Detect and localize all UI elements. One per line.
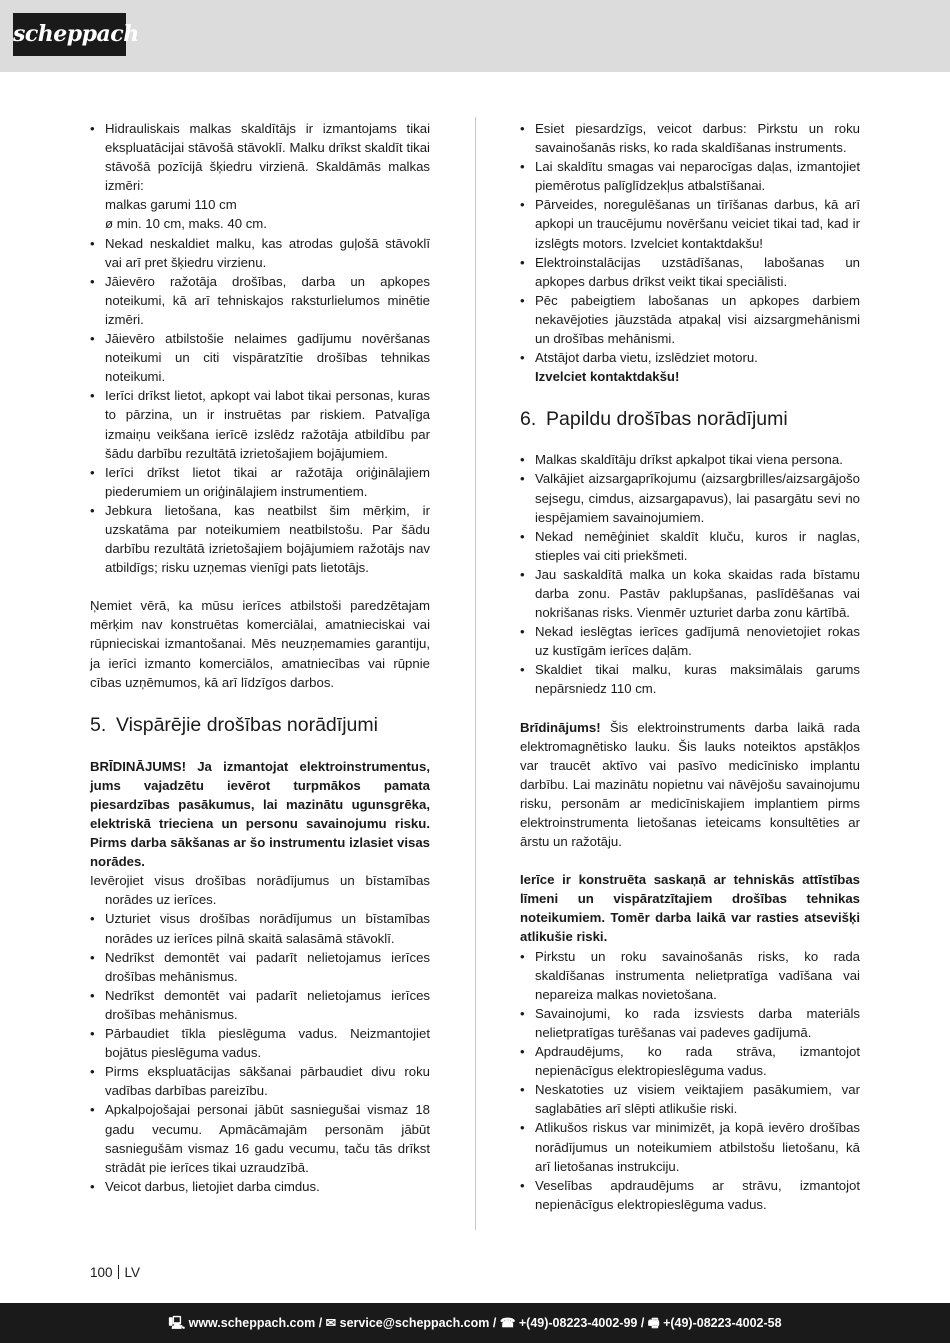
phone-number: +(49)-08223-4002-99 — [518, 1316, 638, 1330]
list-item: • Pārbaudiet tīkla pieslēguma vadus. Neizmantojiet bojātus pieslēguma vadus. — [90, 1024, 430, 1062]
footer-bar: 🖳︎ www.scheppach.com / ✉︎ service@scheppach.com / ☎︎ +(49)-08223-4002-99 / 🖷︎ +(49)-08223-4002-58 — [0, 1303, 950, 1343]
list-item: • Hidrauliskais malkas skaldītājs ir izmantojams tikai ekspluatācijai stāvošā stāvoklī. Malku drīkst skaldīt tikai stāvošā pozīcijā šķiedru virzienā. Skaldāmās malkas izmēri: malkas garumi 110 cm ø min. 10 cm, maks. 40 cm. — [90, 119, 430, 234]
work-safety-list — [520, 119, 860, 386]
list-item: • Nedrīkst demontēt vai padarīt nelietojamus ierīces drošības mehānismus. — [90, 948, 430, 986]
header-band — [0, 0, 950, 72]
page-number: 100 LV — [90, 1265, 141, 1280]
list-item: • Ierīci drīkst lietot, apkopt vai labot tikai personas, kuras to pārzina, un ir instruētas par riskiem. Patvaļīga izmaiņu veikšana ierīcē izslēdz ražotāja atbildību par šādu darbību rezultātā izrietošajiem bojājumiem. — [90, 386, 430, 462]
list-item: • Savainojumi, ko rada izsviests darba materiāls nelietpratīgas turēšanas vai padeves gadījumā. — [520, 1004, 860, 1042]
list-item: • Esiet piesardzīgs, veicot darbus: Pirkstu un roku savainošanās risks, ko rada skaldīšanas instruments. — [520, 119, 860, 157]
additional-safety-list — [520, 450, 860, 698]
residual-risk-intro: Ierīce ir konstruēta saskaņā ar tehniskās attīstības līmeni un vispāratzītajiem drošības tehnikas noteikumiem. Tomēr darba laikā var rasties atsevišķi atlikušie riski. — [520, 872, 860, 945]
residual-risk-list — [520, 947, 860, 1214]
emf-warning: Brīdinājums! Šis elektroinstruments darba laikā rada elektromagnētisko lauku. Šis lauks noteiktos apstākļos var traucēt aktīvo vai pasīvo medicīnisko implantu darbību. Lai mazinātu nopietnu vai nāvējošu savainojumu risku, personām ar medicīniskajiem implantiem pirms elektroinstrumenta lietošanas ieteicams konsultēties ar ārstu un ražotāju. — [520, 719, 860, 850]
list-item: • Veselības apdraudējums ar strāvu, izmantojot nepienācīgus elektropieslēguma vadus. — [520, 1176, 860, 1214]
list-item: • Jau saskaldītā malka un koka skaidas rada bīstamu darba zonu. Pastāv paklupšanas, paslīdēšanas vai nokrišanas risks. Vienmēr uzturiet darba zonu kārtībā. — [520, 565, 860, 622]
computer-icon: 🖳︎ — [168, 1316, 189, 1330]
fax-icon: 🖷︎ — [647, 1316, 664, 1330]
left-column — [90, 119, 430, 1196]
list-item: • Apdraudējums, ko rada strāva, izmantojot nepienācīgus elektropieslēguma vadus. — [520, 1042, 860, 1080]
unplug-instruction: Izvelciet kontaktdakšu! — [535, 369, 680, 385]
usage-list — [90, 119, 430, 577]
list-item: • Pārveides, noregulēšanas un tīrīšanas darbus, kā arī apkopi un traucējumu novēršanu veiciet tikai tad, kad ir izslēgts motors. Izvelciet kontaktdakšu! — [520, 195, 860, 252]
section-6-heading: 6. Papildu drošības norādījumi — [520, 408, 788, 431]
email-link[interactable]: service@scheppach.com — [339, 1316, 490, 1330]
list-item: • Uzturiet visus drošības norādījumus un bīstamības norādes uz ierīces pilnā skaitā salasāmā stāvoklī. — [90, 909, 430, 947]
general-warning: BRĪDINĀJUMS! Ja izmantojat elektroinstrumentus, jums vajadzētu ievērot turpmākos pamata piesardzības pasākumus, lai mazinātu ugunsgrēka, elektriskā trieciena un personu savainojumu risku. Pirms darba sākšanas ar šo instrumentu izlasiet visas norādes. — [90, 758, 430, 870]
phone-icon: ☎︎ — [499, 1316, 519, 1330]
list-item: • Veicot darbus, lietojiet darba cimdus. — [90, 1177, 430, 1196]
right-column — [520, 119, 860, 1214]
language-code: LV — [124, 1265, 141, 1280]
general-safety-list — [90, 909, 430, 1195]
section-5-heading: 5. Vispārējie drošības norādījumi — [90, 713, 378, 736]
list-item: • Nekad neskaldiet malku, kas atrodas guļošā stāvoklī vai arī pret šķiedru virzienu. — [90, 234, 430, 272]
list-item: • Pirms ekspluatācijas sākšanai pārbaudiet divu roku vadības darbības pareizību. — [90, 1062, 430, 1100]
list-item: • Pirkstu un roku savainošanās risks, ko rada skaldīšanas instrumenta nelietpratīga vadīšana vai nepareiza malkas novietošana. — [520, 947, 860, 1004]
dimension-diameter: ø min. 10 cm, maks. 40 cm. — [105, 216, 267, 232]
list-item: • Nekad ieslēgtas ierīces gadījumā nenovietojiet rokas uz kustīgām ierīces daļām. — [520, 622, 860, 660]
list-item: • Skaldiet tikai malku, kuras maksimālais garums nepārsniedz 110 cm. — [520, 660, 860, 698]
list-item: • Malkas skaldītāju drīkst apkalpot tikai viena persona. — [520, 450, 860, 469]
list-item: • Nedrīkst demontēt vai padarīt nelietojamus ierīces drošības mehānismus. — [90, 986, 430, 1024]
list-item: • Valkājiet aizsargaprīkojumu (aizsargbrilles/aizsargājošo sejsegu, cimdus, aizsargapavus), lai pasargātu sevi no iespējamiem savainojumiem. — [520, 469, 860, 526]
list-item: • Jāievēro atbilstošie nelaimes gadījumu novēršanas noteikumi un citi vispāratzītie drošības tehnikas noteikumi. — [90, 329, 430, 386]
dimension-length: malkas garumi 110 cm — [105, 197, 237, 213]
list-item: • Jāievēro ražotāja drošības, darba un apkopes noteikumi, kā arī tehniskajos raksturlielumos minētie izmēri. — [90, 272, 430, 329]
observe-note: Ievērojiet visus drošības norādījumus un bīstamības norādes uz ierīces. — [90, 873, 430, 908]
list-item: • Apkalpojošajai personai jābūt sasniegušai vismaz 18 gadu vecumu. Apmācāmajām personām jābūt sasniegušām vismaz 16 gadu vecumu, taču tās drīkst strādāt pie ierīces tikai uzraudzībā. — [90, 1100, 430, 1176]
list-item: • Elektroinstalācijas uzstādīšanas, labošanas un apkopes darbus drīkst veikt tikai speciālisti. — [520, 253, 860, 291]
list-item: • Nekad nemēģiniet skaldīt kluču, kuros ir naglas, stieples vai citi priekšmeti. — [520, 527, 860, 565]
scheppach-logo: scheppach — [13, 13, 126, 56]
list-item: • Atlikušos riskus var minimizēt, ja kopā ievēro drošības norādījumus un noteikumiem atbilstošu lietošanu, kā arī lietošanas instrukciju. — [520, 1118, 860, 1175]
list-item: • Ierīci drīkst lietot tikai ar ražotāja oriģinālajiem piederumiem un oriģinālajiem instrumentiem. — [90, 463, 430, 501]
intended-use-paragraph: Ņemiet vērā, ka mūsu ierīces atbilstoši paredzētajam mērķim nav konstruētas komerciālai, amatnieciskai vai rūpnieciskai izmantošanai. Mēs neuzņemamies garantiju, ja ierīci izmanto komerciālos, amatniecības vai rūpnie cības uzņēmumos, kā arī līdzīgos darbos. — [90, 598, 430, 690]
list-item: • Atstājot darba vietu, izslēdziet motoru. Izvelciet kontaktdakšu! — [520, 348, 860, 386]
website-link[interactable]: www.scheppach.com — [188, 1316, 316, 1330]
list-item: • Jebkura lietošana, kas neatbilst šim mērķim, ir uzskatāma par noteikumiem neatbilstošu. Par šādu darbību rezultātā izrietošajiem bojājumiem ražotājs nav atbildīgs; risku uzņemas vienīgi pats lietotājs. — [90, 501, 430, 577]
column-divider — [475, 117, 476, 1230]
list-item: • Neskatoties uz visiem veiktajiem pasākumiem, var saglabāties arī slēpti atlikušie riski. — [520, 1080, 860, 1118]
list-item: • Lai skaldītu smagas vai neparocīgas daļas, izmantojiet piemērotus palīglīdzekļus atbalstīšanai. — [520, 157, 860, 195]
list-item: • Pēc pabeigtiem labošanas un apkopes darbiem nekavējoties jāuzstāda atpakaļ visi aizsargmehānismi un drošības mehānismi. — [520, 291, 860, 348]
envelope-icon: ✉︎ — [325, 1316, 340, 1330]
fax-number: +(49)-08223-4002-58 — [663, 1316, 782, 1330]
